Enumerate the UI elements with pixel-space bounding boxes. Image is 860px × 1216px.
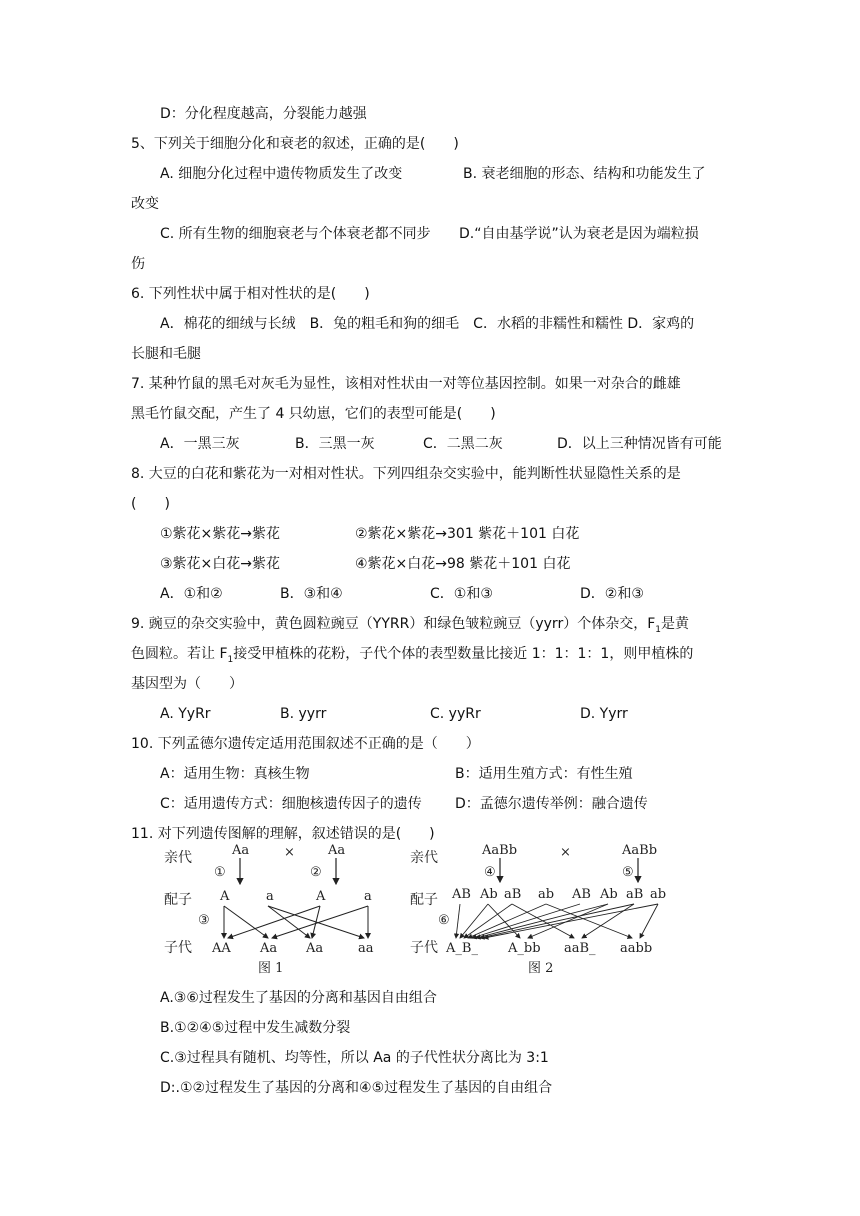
q8-option-d: D．②和③ [580, 586, 644, 602]
q8-cross-3: ③紫花×白花→紫花 [160, 556, 281, 572]
fig2-cross-sign: × [560, 845, 571, 860]
q8-cross-2: ②紫花×紫花→301 紫花＋101 白花 [355, 526, 580, 542]
fig2-offspring: aabb [620, 941, 653, 956]
fig1-step-1: ① [214, 865, 226, 880]
fig2-gamete: Ab [480, 887, 498, 902]
fig2-caption: 图 2 [528, 961, 554, 976]
q10-option-b: B：适用生殖方式：有性生殖 [455, 766, 633, 782]
fig1-gamete: A [316, 889, 326, 904]
q10-option-c: C：适用遗传方式：细胞核遗传因子的遗传 [160, 796, 422, 812]
fig2-gamete: aB [504, 887, 522, 902]
fig1-gamete: a [364, 889, 372, 904]
fig1-cross-sign: × [284, 845, 295, 860]
fig2-gamete: AB [452, 887, 471, 902]
fig2-gamete-label: 配子 [410, 892, 438, 908]
q11-option-c: C.③过程具有随机、均等性，所以 Aa 的子代性状分离比为 3:1 [160, 1050, 549, 1066]
fig1-caption: 图 1 [258, 961, 284, 976]
fig2-gamete: aB [626, 887, 644, 902]
q5-option-b-cont: 改变 [131, 196, 159, 212]
q9-option-a: A. YyRr [160, 706, 211, 722]
fig2-parent-2: AaBb [622, 843, 658, 858]
fig2-offspring: aaB_ [564, 941, 596, 956]
fig1-parent-1: Aa [232, 843, 250, 858]
fig2-step-4: ④ [484, 865, 496, 880]
q4-option-d: D：分化程度越高，分裂能力越强 [160, 106, 367, 122]
fig1-offspring: AA [212, 941, 231, 956]
fig1-step-2: ② [310, 865, 322, 880]
q7-option-a: A．一黑三灰 [160, 436, 240, 452]
q8-cross-1: ①紫花×紫花→紫花 [160, 526, 281, 542]
fig1-gamete-label: 配子 [164, 892, 192, 908]
fig2-offspring: A_bb [508, 941, 541, 956]
q7-option-b: B．三黑一灰 [295, 436, 375, 452]
fig2-gamete: AB [572, 887, 591, 902]
fig1-parent-label: 亲代 [164, 850, 192, 866]
genetics-figure-1 [160, 838, 390, 980]
fig1-offspring: aa [358, 941, 374, 956]
q11-option-d: D:.①②过程发生了基因的分离和④⑤过程发生了基因的自由组合 [160, 1080, 553, 1096]
q5-option-d: D.“自由基学说”认为衰老是因为端粒损 [459, 226, 699, 242]
q5-option-b: B. 衰老细胞的形态、结构和功能发生了 [463, 166, 706, 182]
q10-option-d: D：孟德尔遗传举例：融合遗传 [455, 796, 648, 812]
fig1-offspring: Aa [260, 941, 278, 956]
fig1-step-3: ③ [198, 913, 210, 928]
q10-option-a: A：适用生物：真核生物 [160, 766, 310, 782]
fig2-step-6: ⑥ [438, 913, 450, 928]
q8-stem-cont: ( ) [131, 496, 170, 512]
q7-option-d: D．以上三种情况皆有可能 [557, 436, 722, 452]
q6-options: A．棉花的细绒与长绒 B．兔的粗毛和狗的细毛 C．水稻的非糯性和糯性 D．家鸡的 [160, 316, 695, 332]
q8-stem: 8. 大豆的白花和紫花为一对相对性状。下列四组杂交实验中，能判断性状显隐性关系的是 [131, 466, 681, 482]
q9-option-c: C. yyRr [430, 706, 481, 722]
q9-stem-cont2: 基因型为（ ） [131, 676, 243, 692]
fig1-gamete: A [220, 889, 230, 904]
fig2-gamete: Ab [600, 887, 618, 902]
fig1-gamete: a [266, 889, 274, 904]
fig1-offspring: Aa [306, 941, 324, 956]
q5-option-c: C. 所有生物的细胞衰老与个体衰老都不同步 [160, 226, 431, 242]
fig2-offspring-label: 子代 [410, 940, 438, 956]
q5-option-a: A. 细胞分化过程中遗传物质发生了改变 [160, 166, 403, 182]
q5-stem: 5、下列关于细胞分化和衰老的叙述，正确的是( ) [131, 136, 459, 152]
q7-stem: 7. 某种竹鼠的黑毛对灰毛为显性，该相对性状由一对等位基因控制。如果一对杂合的雌雄 [131, 376, 681, 392]
fig2-parent-1: AaBb [482, 843, 518, 858]
fig2-combination-arrows [456, 904, 658, 938]
q11-stem: 11. 对下列遗传图解的理解，叙述错误的是( ) [131, 826, 435, 842]
q9-option-b: B. yyrr [280, 706, 327, 722]
q8-option-b: B．③和④ [280, 586, 343, 602]
q6-options-cont: 长腿和毛腿 [131, 346, 201, 362]
q7-stem-cont: 黑毛竹鼠交配，产生了 4 只幼崽，它们的表型可能是( ) [131, 406, 496, 422]
q7-option-c: C．二黑二灰 [423, 436, 503, 452]
q6-stem: 6. 下列性状中属于相对性状的是( ) [131, 286, 370, 302]
q11-option-a: A.③⑥过程发生了基因的分离和基因自由组合 [160, 990, 437, 1006]
q9-stem-cont: 色圆粒。若让 $F_1$接受甲植株的花粉，子代个体的表型数量比接近 1：1：1：1，则甲植株的 [131, 646, 694, 665]
q10-stem: 10. 下列孟德尔遗传定适用范围叙述不正确的是（ ） [131, 736, 480, 752]
q8-option-c: C．①和③ [430, 586, 493, 602]
q8-option-a: A．①和② [160, 586, 223, 602]
fig1-offspring-label: 子代 [164, 940, 192, 956]
fig1-combination-arrows [224, 906, 368, 938]
q9-stem: 9. 豌豆的杂交实验中，黄色圆粒豌豆（YYRR）和绿色皱粒豌豆（yyrr）个体杂交，$F_1$是黄 [131, 616, 689, 635]
fig2-parent-label: 亲代 [410, 850, 438, 866]
fig2-gamete: ab [538, 887, 555, 902]
fig2-step-5: ⑤ [622, 865, 634, 880]
genetics-figure-2 [408, 838, 670, 980]
q9-option-d: D. Yyrr [580, 706, 628, 722]
fig2-offspring: A_B_ [446, 941, 478, 956]
fig1-parent-2: Aa [328, 843, 346, 858]
fig2-gamete: ab [650, 887, 667, 902]
q5-option-d-cont: 伤 [131, 256, 145, 272]
q8-cross-4: ④紫花×白花→98 紫花＋101 白花 [355, 556, 571, 572]
q11-option-b: B.①②④⑤过程中发生减数分裂 [160, 1020, 351, 1036]
